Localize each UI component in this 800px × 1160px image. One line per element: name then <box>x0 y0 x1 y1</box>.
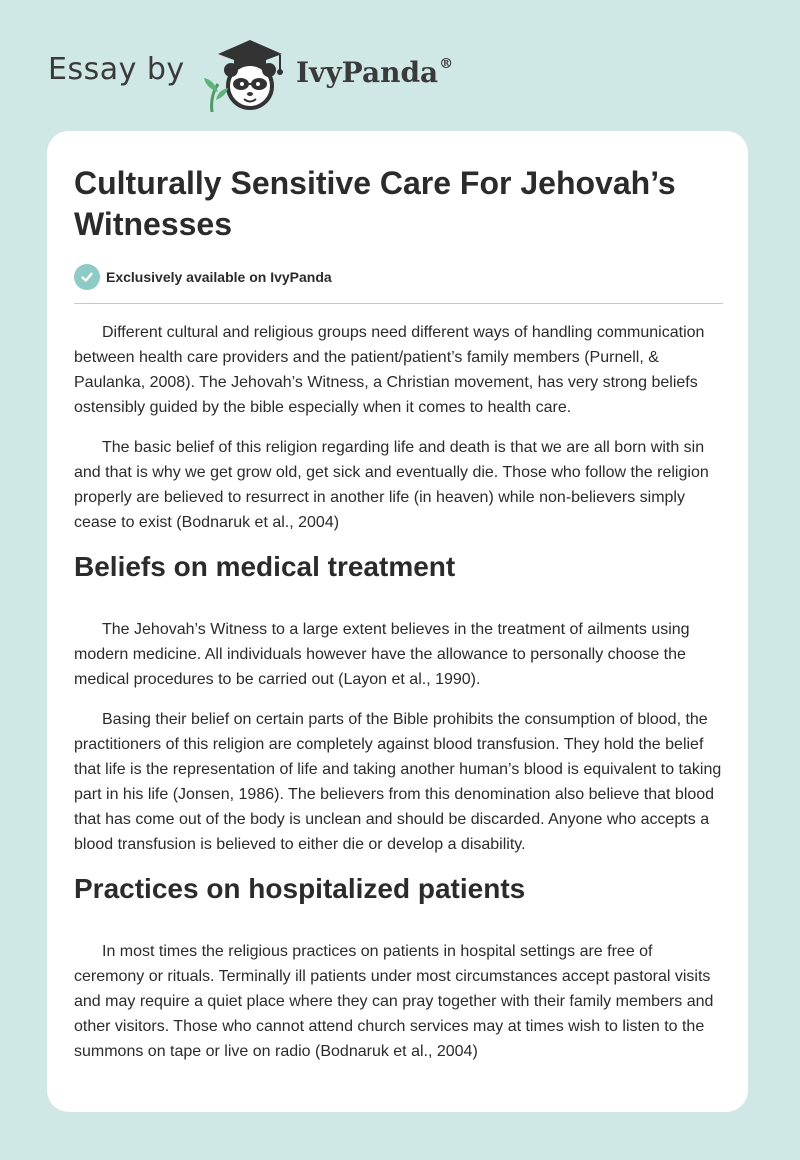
essay-by-label: Essay by <box>48 52 185 87</box>
body-paragraph: Basing their belief on certain parts of the Bible prohibits the consumption of blood, the practitioners of this religion are completely against blood transfusion. They hold the belief that life is the representation of life and taking another human’s blood is equivalent to taking part in his life (Jonsen, 1986). The believers from this denomination also believe that blood that has come out of the body is unclean and should be discarded. Anyone who accepts a blood transfusion is believed to either die or develop a disability. <box>74 711 722 853</box>
panda-graduate-icon <box>198 34 290 114</box>
divider <box>74 303 723 304</box>
section-heading: Practices on hospitalized patients <box>74 873 526 904</box>
section-heading: Beliefs on medical treatment <box>74 551 456 582</box>
exclusive-label: Exclusively available on IvyPanda <box>106 269 332 285</box>
check-circle-icon <box>74 264 100 290</box>
article-body <box>74 320 724 1079</box>
body-paragraph: In most times the religious practices on patients in hospital settings are free of ceremony or rituals. Terminally ill patients under most circumstances accept pastoral visits and may require a quiet place where they can pray together with their family members and other visitors. Those who cannot attend church services may at times wish to listen to the summons on tape or live on radio (Bodnaruk et al., 2004) <box>74 943 714 1060</box>
body-paragraph: Different cultural and religious groups need different ways of handling communication between health care providers and the patient/patient’s family members (Purnell, & Paulanka, 2008). The Jehovah’s Witness, a Christian movement, has very strong beliefs ostensibly guided by the bible especially when it comes to health care. <box>74 324 705 416</box>
body-paragraph: The Jehovah’s Witness to a large extent believes in the treatment of ailments using modern medicine. All individuals however have the allowance to personally choose the medical procedures to be carried out (Layon et al., 1990). <box>74 621 690 688</box>
article-card <box>47 131 748 1112</box>
body-paragraph: The basic belief of this religion regarding life and death is that we are all born with sin and that is why we get grow old, get sick and eventually die. Those who follow the religion properly are believed to resurrect in another life (in heaven) while non-believers simply cease to exist (Bodnaruk et al., 2004) <box>74 439 709 531</box>
site-header <box>48 30 548 110</box>
article-title: Culturally Sensitive Care For Jehovah’s Witnesses <box>74 165 676 242</box>
registered-mark: ® <box>439 56 454 72</box>
exclusive-badge <box>74 263 332 291</box>
brand-name: IvyPanda® <box>296 56 454 89</box>
